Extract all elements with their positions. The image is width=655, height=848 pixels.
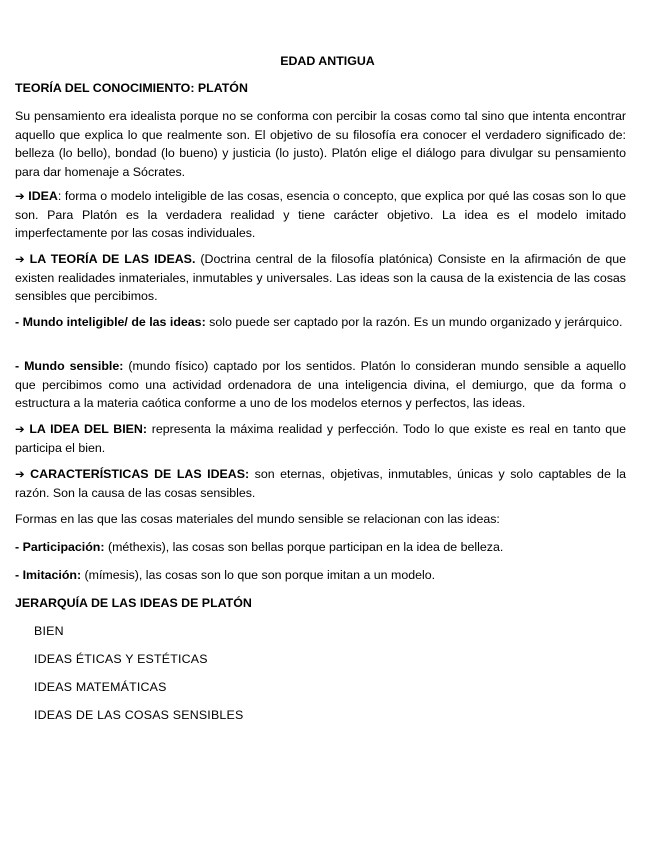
caracteristicas-text: son eternas, objetivas, inmutables, únicas y solo captables de la razón. Son la causa de las cosas sensibles. [15,467,626,500]
imitacion-paragraph [15,566,626,585]
teoria-paragraph [15,250,626,306]
idea-paragraph [15,187,626,243]
mundo-inteligible-text: solo puede ser captado por la razón. Es un mundo organizado y jerárquico. [205,315,623,329]
imitacion-term: - Imitación: [15,568,82,582]
intro-paragraph: Su pensamiento era idealista porque no se conforma con percibir la cosas como tal sino que intenta encontrar aquello que explica lo que realmente son. El objetivo de su filosofía era conocer el verdadero significado de: belleza (lo bello), bondad (lo bueno) y justicia (lo justo). Platón elige el diálogo para divulgar su pensamiento para dar homenaje a Sócrates. [15,109,626,179]
idea-text: : forma o modelo inteligible de las cosas, esencia o concepto, que explica por qué las cosas son lo que son. Para Platón es la verdadera realidad y tiene carácter objetivo. La idea es el modelo imitado imperfectamente por las cosas individuales. [15,189,626,241]
section-heading: TEORÍA DEL CONOCIMIENTO: PLATÓN [15,81,248,95]
caracteristicas-paragraph [15,465,626,502]
jerarquia-item-sensibles: IDEAS DE LAS COSAS SENSIBLES [34,708,244,722]
mundo-inteligible-paragraph [15,313,626,332]
idea-term: IDEA [28,189,58,203]
mundo-inteligible-term: - Mundo inteligible/ de las ideas: [15,315,206,329]
document-title: EDAD ANTIGUA [280,54,375,68]
formas-intro: Formas en las que las cosas materiales del mundo sensible se relacionan con las ideas: [15,512,500,526]
jerarquia-item-bien: BIEN [34,624,64,638]
caracteristicas-term: CARACTERÍSTICAS DE LAS IDEAS: [30,467,250,481]
mundo-sensible-term: - Mundo sensible: [15,359,124,373]
jerarquia-item-matematicas: IDEAS MATEMÁTICAS [34,680,167,694]
arrow-icon: ➔ [15,252,25,266]
participacion-paragraph [15,538,626,557]
imitacion-text: (mímesis), las cosas son lo que son porque imitan a un modelo. [81,568,436,582]
jerarquia-heading: JERARQUÍA DE LAS IDEAS DE PLATÓN [15,596,252,610]
idea-bien-term: LA IDEA DEL BIEN: [29,422,147,436]
idea-bien-paragraph [15,420,626,457]
arrow-icon: ➔ [15,189,25,203]
participacion-term: - Participación: [15,540,105,554]
mundo-sensible-text: (mundo físico) captado por los sentidos. Platón lo consideran mundo sensible a aquello que percibimos como una actividad ordenadora de una inteligencia divina, el demiurgo, que da forma o estructura a la materia caótica conforme a uno de los modelos eternos y perfectos, las ideas. [15,359,626,411]
jerarquia-item-eticas: IDEAS ÉTICAS Y ESTÉTICAS [34,652,208,666]
teoria-term: LA TEORÍA DE LAS IDEAS. [29,252,196,266]
arrow-icon: ➔ [15,467,25,481]
participacion-text: (méthexis), las cosas son bellas porque participan en la idea de belleza. [104,540,504,554]
idea-bien-text: representa la máxima realidad y perfección. Todo lo que existe es real en tanto que participa el bien. [15,422,626,455]
teoria-text: (Doctrina central de la filosofía platónica) Consiste en la afirmación de que existen realidades inmateriales, inmutables y universales. Las ideas son la causa de la existencia de las cosas sensibles que percibimos. [15,252,626,304]
mundo-sensible-paragraph [15,357,626,413]
arrow-icon: ➔ [15,422,25,436]
